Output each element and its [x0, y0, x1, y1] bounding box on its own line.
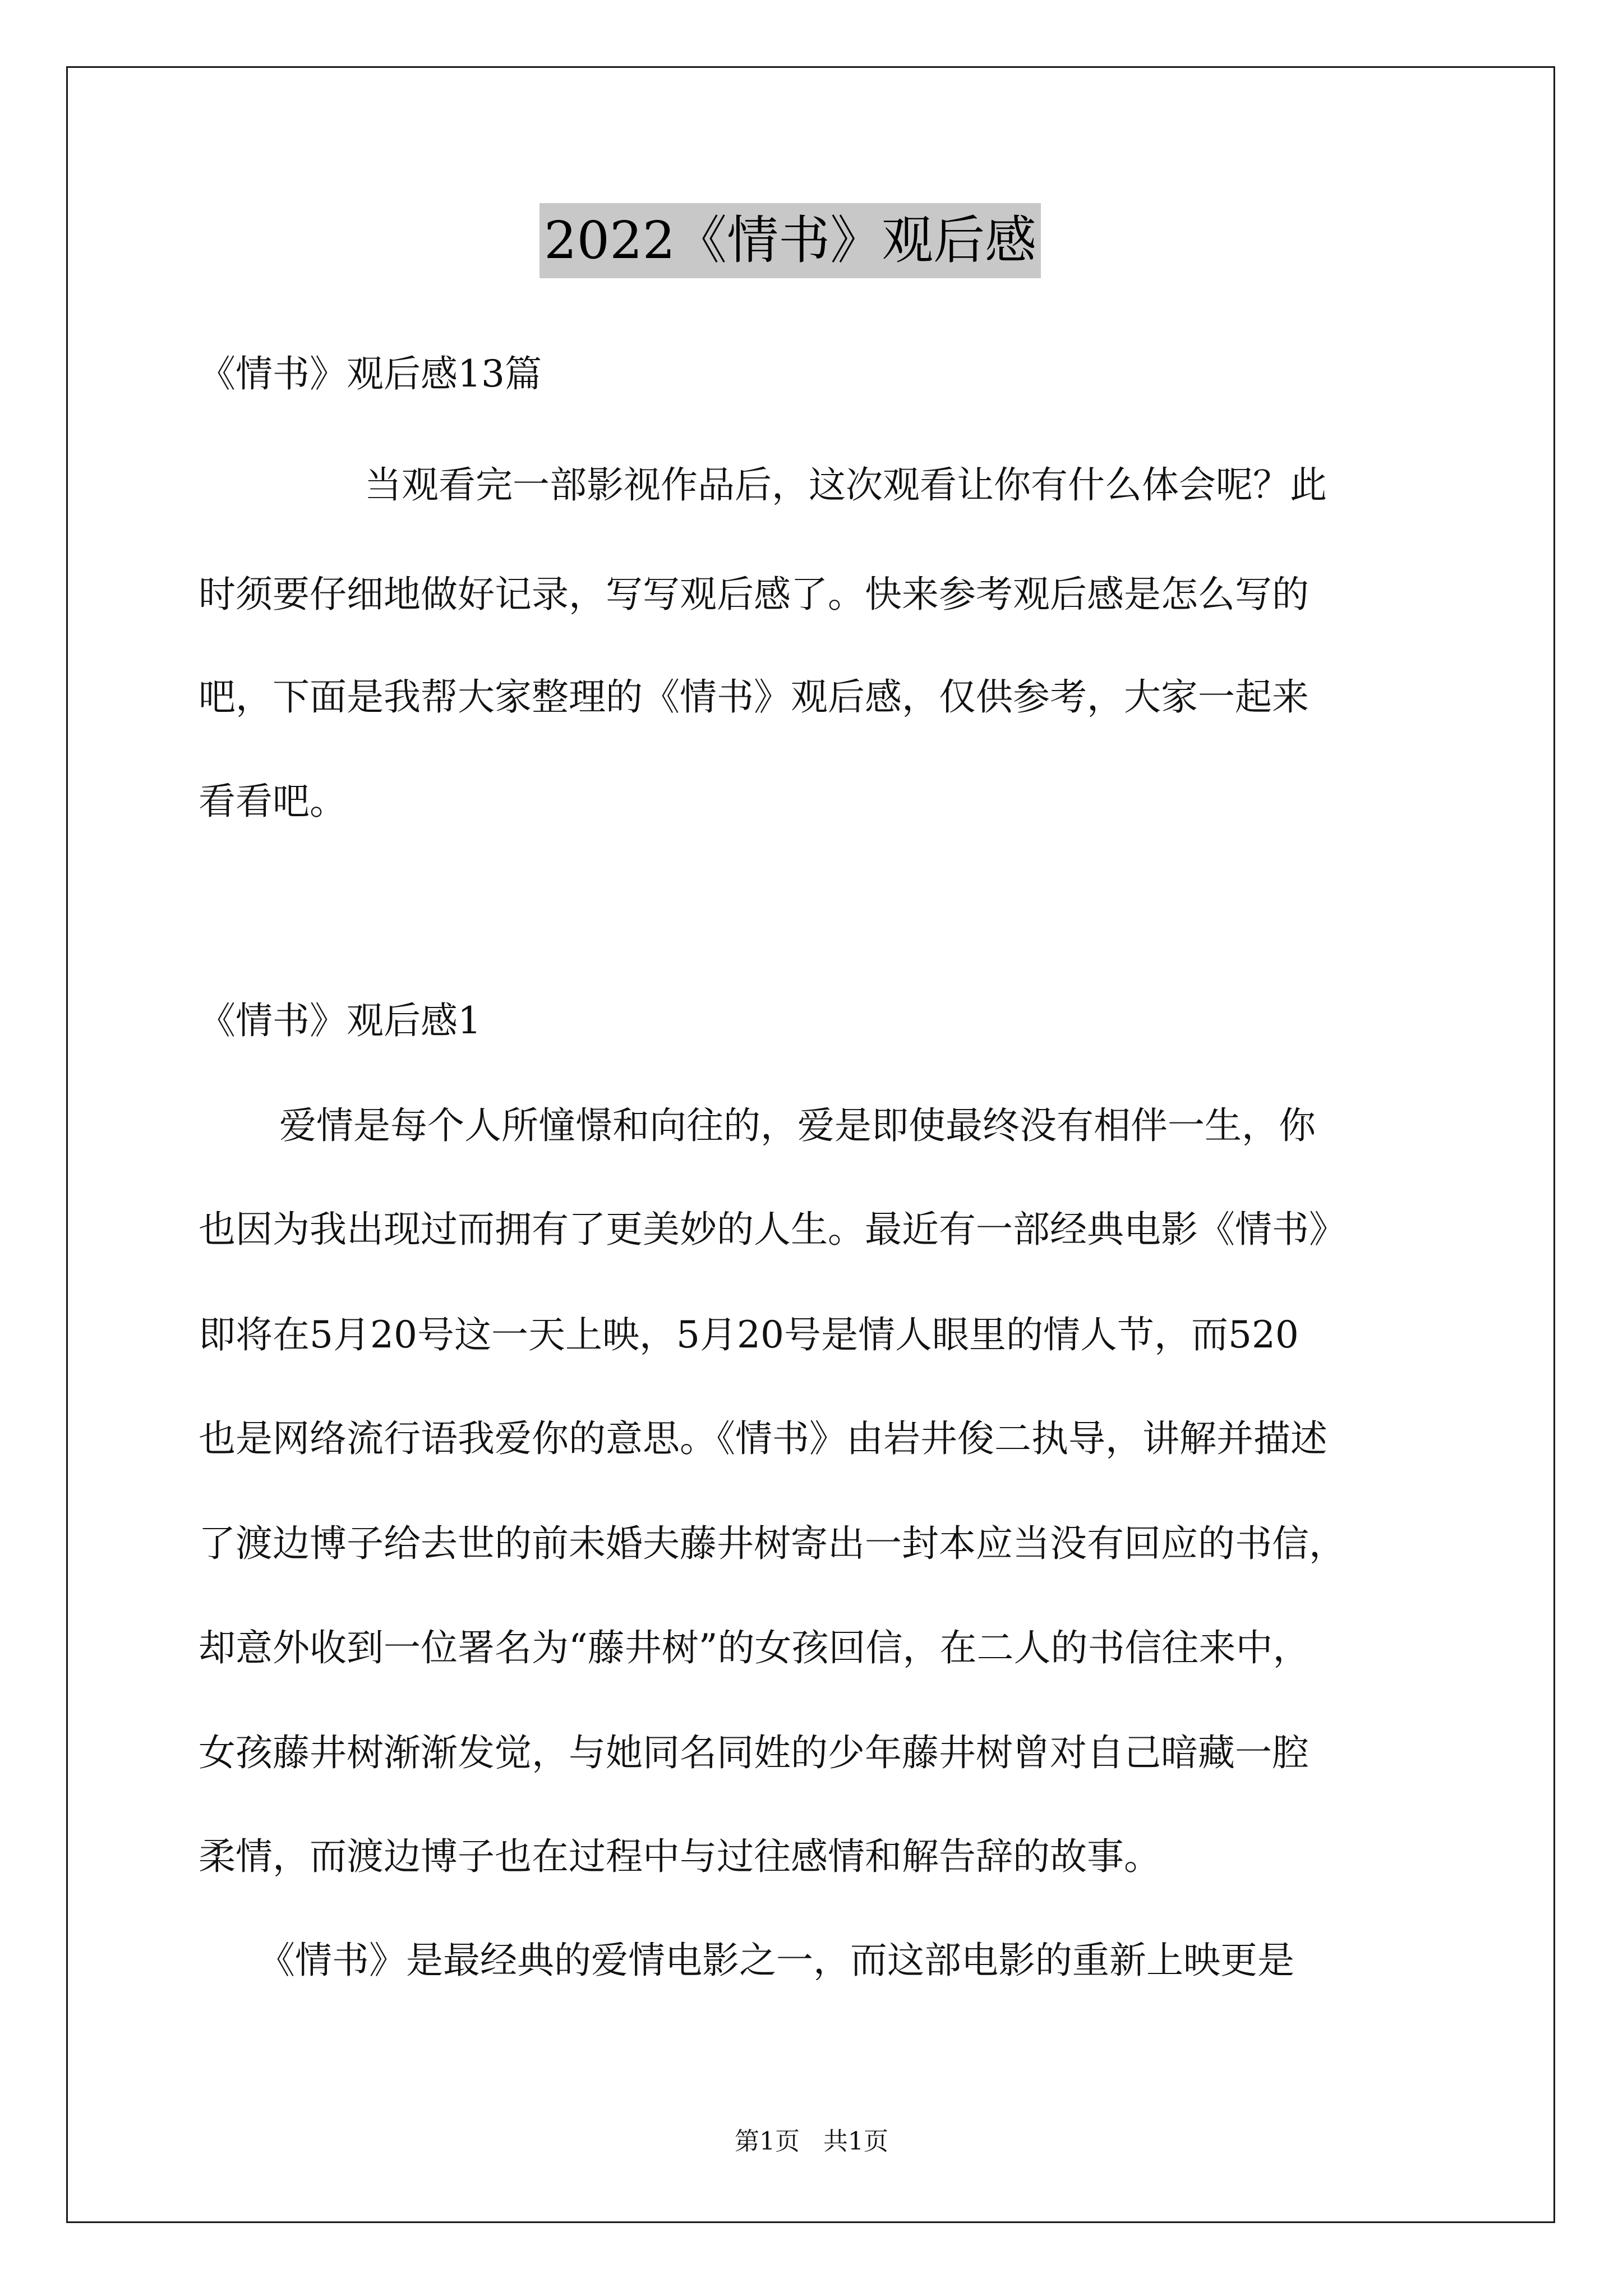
intro-line-4: 看看吧。: [199, 780, 347, 823]
paragraph-line-4: 也是网络流行语我爱你的意思。《情书》由岩井俊二执导，讲解并描述: [199, 1417, 1327, 1460]
document-subtitle: 《情书》观后感13篇: [199, 352, 542, 395]
paragraph-line-7: 女孩藤井树渐渐发觉，与她同名同姓的少年藤井树曾对自己暗藏一腔: [199, 1731, 1309, 1774]
paragraph-line-9: 《情书》是最经典的爱情电影之一，而这部电影的重新上映更是: [258, 1939, 1294, 1982]
page-footer: 第1页 共1页: [735, 2127, 888, 2156]
intro-line-2: 时须要仔细地做好记录，写写观后感了。快来参考观后感是怎么写的: [199, 573, 1309, 616]
intro-line-1: 当观看完一部影视作品后，这次观看让你有什么体会呢？此: [365, 463, 1327, 507]
document-title: 2022《情书》观后感: [540, 203, 1041, 278]
paragraph-line-2: 也因为我出现过而拥有了更美妙的人生。最近有一部经典电影《情书》: [199, 1208, 1346, 1251]
section-heading: 《情书》观后感1: [199, 999, 481, 1042]
paragraph-line-3: 即将在5月20号这一天上映，5月20号是情人眼里的情人节，而520: [199, 1313, 1299, 1356]
paragraph-line-8: 柔情，而渡边博子也在过程中与过往感情和解告辞的故事。: [199, 1835, 1161, 1878]
paragraph-line-5: 了渡边博子给去世的前未婚夫藤井树寄出一封本应当没有回应的书信，: [199, 1522, 1346, 1565]
intro-line-3: 吧，下面是我帮大家整理的《情书》观后感，仅供参考，大家一起来: [199, 675, 1309, 719]
paragraph-line-6: 却意外收到一位署名为“藤井树”的女孩回信，在二人的书信往来中，: [199, 1626, 1310, 1669]
paragraph-line-1: 爱情是每个人所憧憬和向往的，爱是即使最终没有相伴一生，你: [279, 1104, 1316, 1147]
